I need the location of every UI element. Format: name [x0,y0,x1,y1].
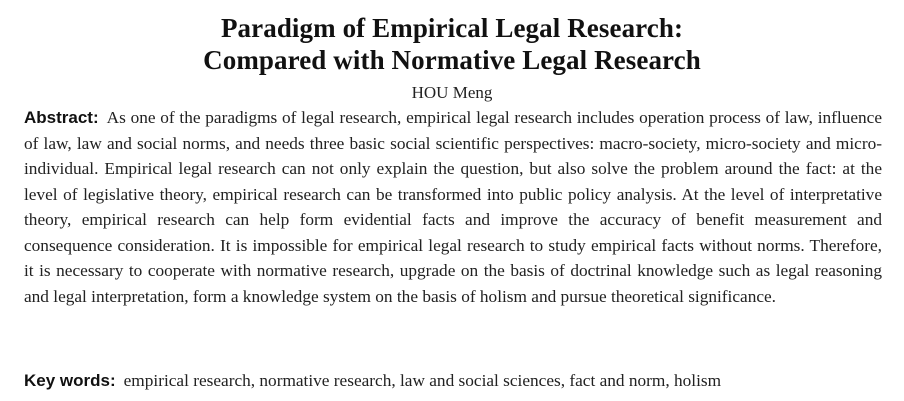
title-line-1: Paradigm of Empirical Legal Research: [220,13,684,43]
author-name: HOU Meng [411,83,493,102]
abstract-text: As one of the paradigms of legal research, empirical legal research includes operation process of law, influence of law, law and social norms, and needs three basic social scientific perspectives: macro-society, micro-society and micro-individual. Empirical legal research can not only explain the question, but also solve the problem around the fact: at the level of legislative theory, empirical research can be transformed into public policy analysis. At the level of interpretative theory, empirical research can help form evidential facts and improve the accuracy of benefit measurement and consequence consideration. It is impossible for empirical legal research to study empirical facts without norms. Therefore, it is necessary to cooperate with normative research, upgrade on the basis of doctrinal knowledge such as legal reasoning and legal interpretation, form a knowledge system on the basis of holism and pursue theoretical significance. [24,108,882,306]
keywords-paragraph [24,368,882,393]
title-line-2: Compared with Normative Legal Research [203,45,701,75]
abstract-paragraph [24,105,882,309]
keywords-label: Key words: [24,371,116,390]
abstract-label: Abstract: [24,108,99,127]
keywords-text: empirical research, normative research, law and social sciences, fact and norm, holism [123,371,722,390]
